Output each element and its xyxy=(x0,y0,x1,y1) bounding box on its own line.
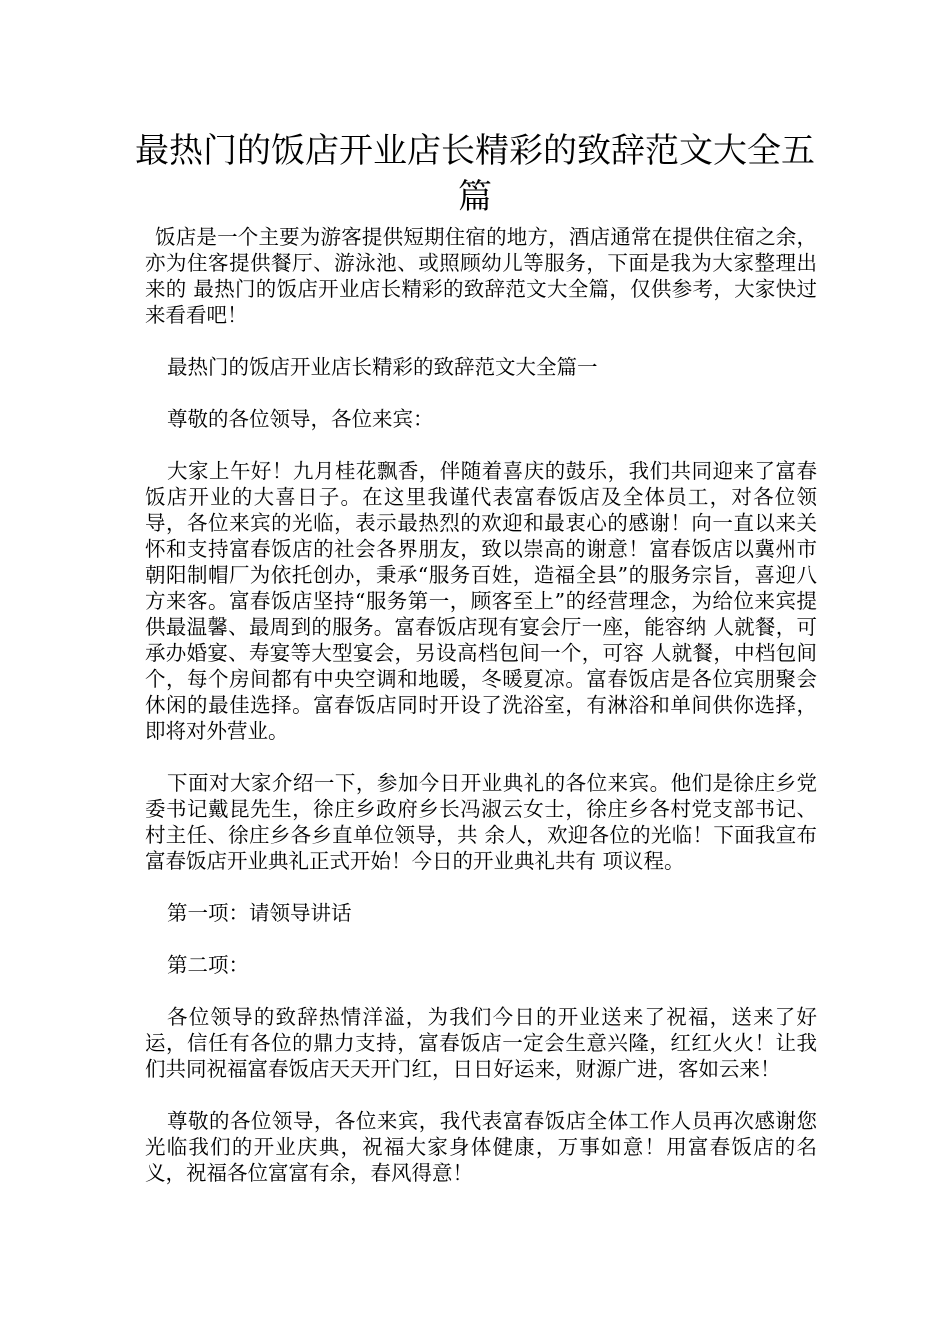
body-paragraph: 各位领导的致辞热情洋溢，为我们今日的开业送来了祝福，送来了好运，信任有各位的鼎力支持，富春饭店一定会生意兴隆，红红火火！让我们共同祝福富春饭店天天开门红，日日好运来，财源广进，客如云来！ xyxy=(145,1005,817,1081)
agenda-item: 第二项： xyxy=(167,953,249,977)
agenda-item: 第一项：请领导讲话 xyxy=(167,901,352,925)
intro-paragraph: 饭店是一个主要为游客提供短期住宿的地方，酒店通常在提供住宿之余，亦为住客提供餐厅、游泳池、或照顾幼儿等服务，下面是我为大家整理出来的 最热门的饭店开业店长精彩的致辞范文大全篇，仅供参考，大家快过来看看吧！ xyxy=(145,225,817,327)
closing-paragraph: 尊敬的各位领导，各位来宾，我代表富春饭店全体工作人员再次感谢您光临我们的开业庆典，祝福大家身体健康，万事如意！用富春饭店的名义，祝福各位富富有余，春风得意！ xyxy=(145,1109,817,1185)
document-body xyxy=(145,224,817,1212)
body-paragraph: 下面对大家介绍一下，参加今日开业典礼的各位来宾。他们是徐庄乡党委书记戴昆先生，徐庄乡政府乡长冯淑云女士，徐庄乡各村党支部书记、村主任、徐庄乡各乡直单位领导，共 余人，欢迎各位的光临！下面我宣布富春饭店开业典礼正式开始！今日的开业典礼共有 项议程。 xyxy=(145,771,817,873)
document-title: 最热门的饭店开业店长精彩的致辞范文大全五篇 xyxy=(135,131,815,217)
salutation: 尊敬的各位领导，各位来宾： xyxy=(167,407,434,431)
section-heading: 最热门的饭店开业店长精彩的致辞范文大全篇一 xyxy=(167,355,598,379)
body-paragraph: 大家上午好！九月桂花飘香，伴随着喜庆的鼓乐，我们共同迎来了富春饭店开业的大喜日子。在这里我谨代表富春饭店及全体员工，对各位领导，各位来宾的光临，表示最热烈的欢迎和最衷心的感谢！向一直以来关怀和支持富春饭店的社会各界朋友，致以崇高的谢意！富春饭店以冀州市朝阳制帽厂为依托创办，秉承“服务百姓，造福全县”的服务宗旨，喜迎八方来客。富春饭店坚持“服务第一，顾客至上”的经营理念，为给位来宾提供最温馨、最周到的服务。富春饭店现有宴会厅一座，能容纳 人就餐，可承办婚宴、寿宴等大型宴会，另设高档包间一个，可容 人就餐，中档包间 个，每个房间都有中央空调和地暖，冬暖夏凉。富春饭店是各位宾朋聚会休闲的最佳选择。富春饭店同时开设了洗浴室，有淋浴和单间供你选择，即将对外营业。 xyxy=(145,459,817,743)
